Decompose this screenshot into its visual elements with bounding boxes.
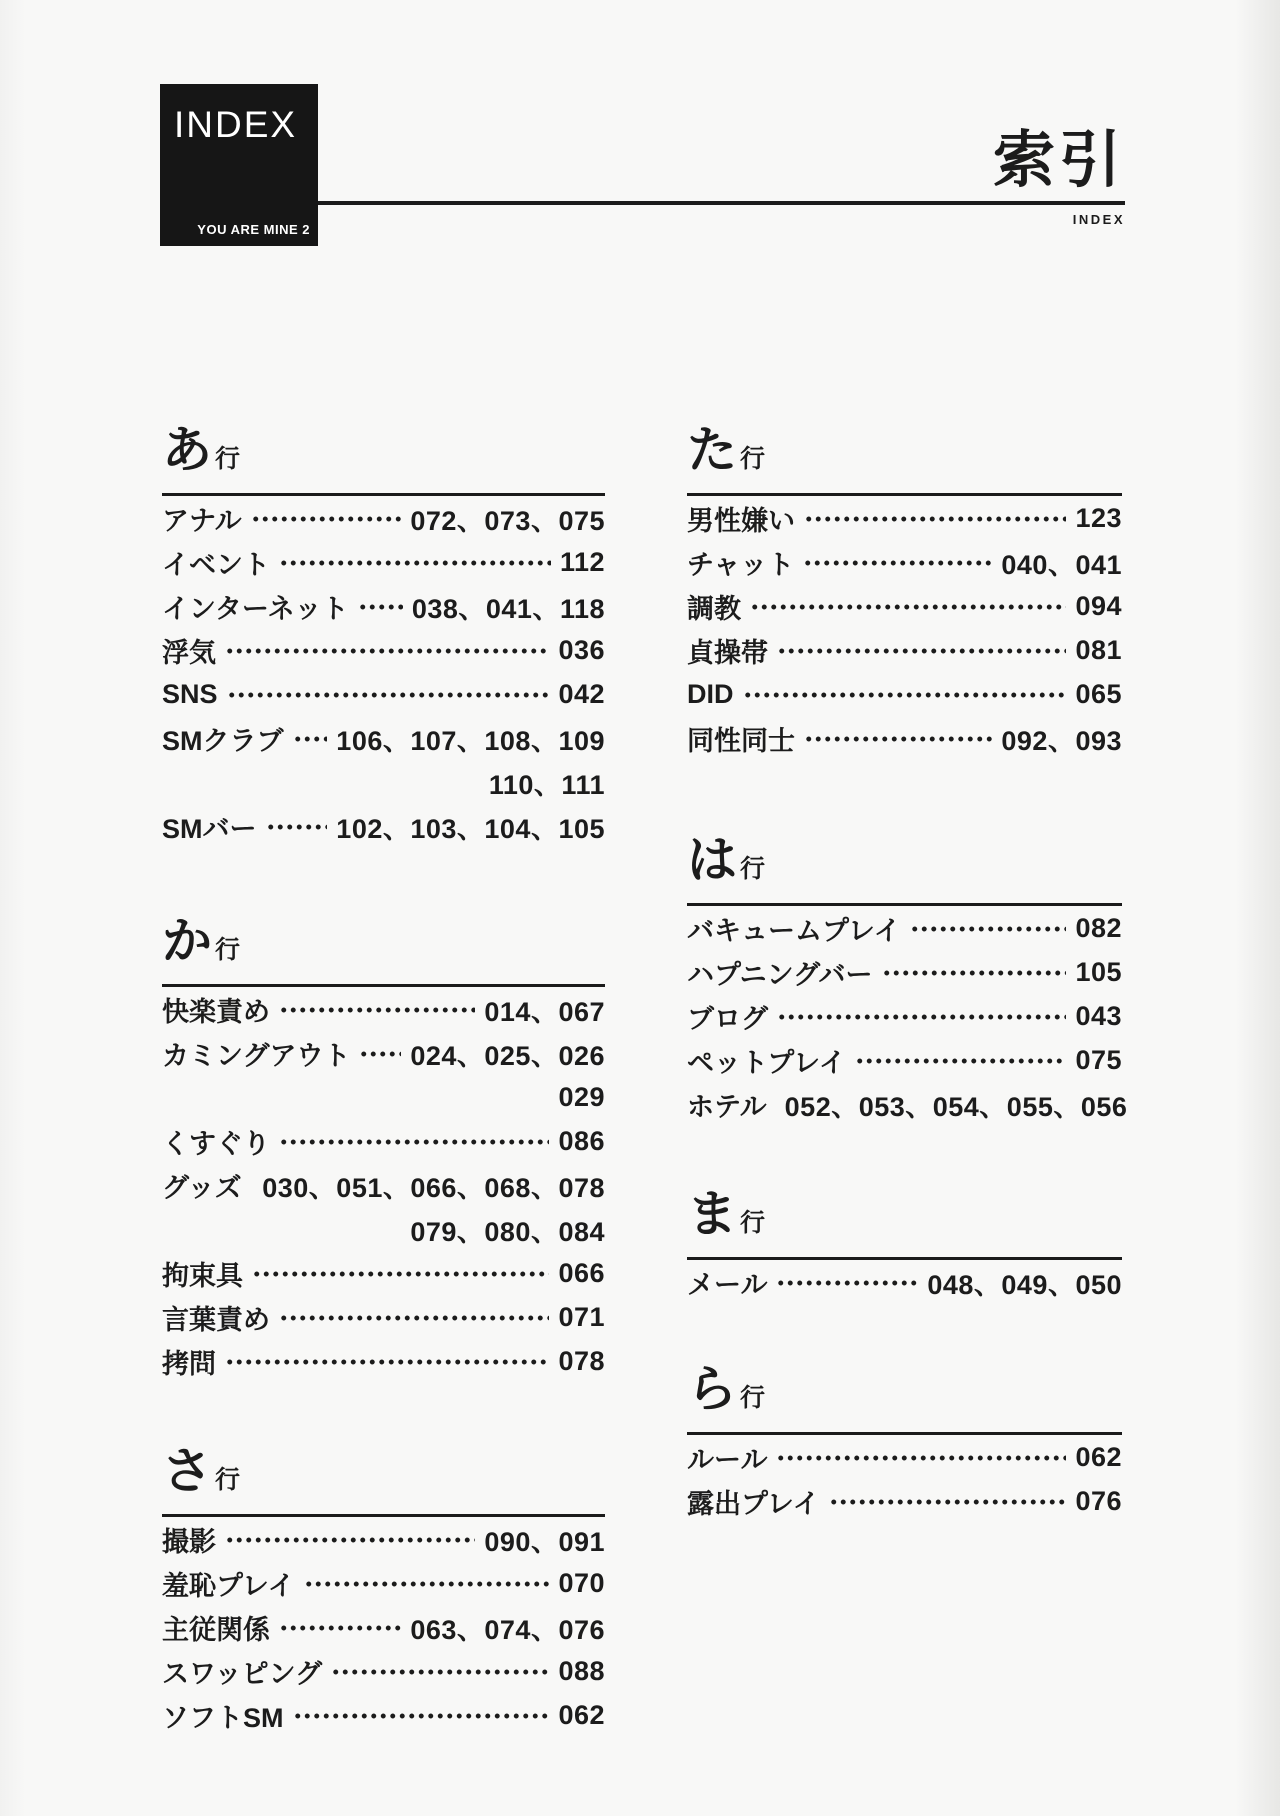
entry-pages-continuation: 110、111 <box>488 769 605 800</box>
entry-pages: 024、025、026 <box>410 1040 605 1071</box>
index-section <box>162 422 605 848</box>
index-entry-continuation <box>162 760 605 804</box>
dot-leader <box>266 822 328 832</box>
section-kana: ら <box>687 1361 737 1417</box>
entry-pages: 042 <box>558 678 605 709</box>
entry-term: グッズ <box>162 1172 242 1203</box>
index-entry <box>162 540 605 584</box>
index-entry <box>162 1693 605 1737</box>
page-title-caption: INDEX <box>1072 212 1125 227</box>
section-header <box>162 913 605 987</box>
index-section <box>687 1361 1122 1523</box>
section-kana-suffix: 行 <box>215 1466 241 1494</box>
entry-term: バキュームプレイ <box>687 915 901 946</box>
index-entry <box>162 1605 605 1649</box>
section-kana-suffix: 行 <box>215 936 241 964</box>
entry-term: 拘束具 <box>162 1260 243 1291</box>
section-kana-suffix: 行 <box>740 1209 766 1237</box>
section-header <box>687 1361 1122 1435</box>
index-entry <box>687 672 1122 716</box>
dot-leader <box>225 1535 475 1545</box>
section-header <box>162 1443 605 1517</box>
dot-leader <box>829 1497 1067 1507</box>
entry-pages: 048、049、050 <box>927 1269 1122 1300</box>
entry-term: ルール <box>687 1444 768 1475</box>
section-kana: さ <box>162 1443 212 1499</box>
entry-pages: 092、093 <box>1001 725 1122 756</box>
index-entry <box>162 1119 605 1163</box>
entry-pages: 063、074、076 <box>410 1614 605 1645</box>
dot-leader <box>743 690 1067 700</box>
dot-leader <box>279 1313 549 1323</box>
dot-leader <box>279 1005 475 1015</box>
index-entry <box>162 1561 605 1605</box>
entry-pages: 076 <box>1075 1485 1122 1516</box>
entry-term: 男性嫌い <box>687 505 795 536</box>
index-column-right <box>687 422 1128 1523</box>
entry-pages: 112 <box>559 546 605 577</box>
index-entry <box>162 1163 605 1207</box>
entry-term: 言葉責め <box>162 1304 270 1335</box>
entry-term: 拷問 <box>162 1348 216 1379</box>
dot-leader <box>776 1453 1066 1463</box>
entry-pages: 070 <box>558 1567 605 1598</box>
index-entry <box>687 950 1122 994</box>
entry-term: アナル <box>162 505 242 536</box>
entry-pages: 094 <box>1075 590 1122 621</box>
section-kana: あ <box>162 422 212 478</box>
entry-pages: 062 <box>1075 1441 1122 1472</box>
section-kana: た <box>687 422 737 478</box>
index-entry <box>687 540 1122 584</box>
index-entry <box>687 906 1122 950</box>
entry-pages: 078 <box>558 1345 605 1376</box>
dot-leader <box>251 1181 254 1191</box>
section-kana-suffix: 行 <box>740 1384 766 1412</box>
entry-pages: 040、041 <box>1001 549 1122 580</box>
dot-leader <box>304 1579 550 1589</box>
section-kana: ま <box>687 1186 737 1242</box>
entry-term: カミングアウト <box>162 1040 351 1071</box>
index-entry <box>162 987 605 1031</box>
entry-term: インターネット <box>162 593 349 624</box>
entry-pages: 066 <box>558 1257 605 1288</box>
entry-term: ハプニングバー <box>687 959 873 990</box>
index-entry <box>687 584 1122 628</box>
entry-pages-continuation: 029 <box>558 1081 605 1112</box>
dot-leader <box>750 602 1066 612</box>
entry-term: 調教 <box>687 593 741 624</box>
entry-pages: 062 <box>558 1699 605 1730</box>
dot-leader <box>803 558 992 568</box>
entry-term: ブログ <box>687 1003 768 1034</box>
dot-leader <box>331 1667 549 1677</box>
section-kana-suffix: 行 <box>740 855 766 883</box>
index-section <box>162 1443 605 1737</box>
entry-pages-continuation: 079、080、084 <box>410 1216 605 1247</box>
entry-pages: 106、107、108、109 <box>336 725 605 756</box>
page-title: 索引 <box>992 126 1125 195</box>
dot-leader <box>279 1137 549 1147</box>
entry-term: チャット <box>687 549 795 580</box>
index-entry <box>687 496 1122 540</box>
entry-pages: 038、041、118 <box>411 593 605 624</box>
index-entry <box>687 1479 1122 1523</box>
section-kana: か <box>162 913 212 969</box>
index-entry <box>162 1649 605 1693</box>
section-header <box>687 832 1122 906</box>
section-kana-suffix: 行 <box>740 445 766 473</box>
dot-leader <box>359 1049 401 1059</box>
index-entry <box>162 628 605 672</box>
entry-term: イベント <box>162 549 270 580</box>
index-entry <box>162 716 605 760</box>
index-entry <box>687 1435 1122 1479</box>
index-section <box>687 832 1128 1126</box>
entry-term: メール <box>687 1269 768 1300</box>
entry-term: 羞恥プレイ <box>162 1570 295 1601</box>
entry-term: 快楽責め <box>162 996 270 1027</box>
entry-pages: 072、073、075 <box>410 505 605 536</box>
entry-pages: 081 <box>1075 634 1122 665</box>
index-entry <box>162 672 605 716</box>
dot-leader <box>225 646 549 656</box>
index-entry <box>162 584 605 628</box>
entry-pages: 105 <box>1075 956 1122 987</box>
entry-term: SMクラブ <box>162 725 284 756</box>
header-rule <box>318 201 1125 205</box>
entry-term: ソフトSM <box>162 1702 284 1733</box>
entry-pages: 030、051、066、068、078 <box>262 1172 605 1203</box>
dot-leader <box>777 1012 1066 1022</box>
entry-pages: 102、103、104、105 <box>336 813 605 844</box>
entry-term: 浮気 <box>162 637 216 668</box>
dot-leader <box>279 558 551 568</box>
dot-leader <box>227 690 550 700</box>
index-entry <box>687 628 1122 672</box>
entry-pages: 043 <box>1075 1000 1122 1031</box>
dot-leader <box>293 1711 550 1721</box>
dot-leader <box>910 924 1067 934</box>
section-header <box>687 422 1122 496</box>
index-entry <box>687 1082 1128 1126</box>
entry-term: 同性同士 <box>687 725 795 756</box>
dot-leader <box>855 1056 1067 1066</box>
index-entry <box>162 804 605 848</box>
dot-leader <box>358 602 403 612</box>
dot-leader <box>882 968 1067 978</box>
entry-term: 主従関係 <box>162 1614 270 1645</box>
section-header <box>687 1186 1122 1260</box>
entry-pages: 036 <box>558 634 605 665</box>
index-section <box>162 913 605 1383</box>
index-entry <box>162 1251 605 1295</box>
entry-term: ペットプレイ <box>687 1047 846 1078</box>
entry-pages: 088 <box>558 1655 605 1686</box>
entry-pages: 075 <box>1075 1044 1122 1075</box>
entry-term: スワッピング <box>162 1658 323 1689</box>
dot-leader <box>804 514 1066 524</box>
entry-term: SNS <box>162 678 218 709</box>
entry-pages: 065 <box>1075 678 1122 709</box>
entry-pages: 014、067 <box>484 996 605 1027</box>
entry-term: DID <box>687 678 734 709</box>
corner-box-title: INDEX <box>174 104 298 145</box>
index-entry <box>687 994 1122 1038</box>
entry-pages: 071 <box>558 1301 605 1332</box>
dot-leader <box>251 514 402 524</box>
dot-leader <box>225 1357 549 1367</box>
corner-box-subtitle: YOU ARE MINE 2 <box>197 222 310 237</box>
dot-leader <box>252 1269 549 1279</box>
index-entry <box>687 1038 1122 1082</box>
index-entry <box>687 1260 1122 1304</box>
entry-pages: 052、053、054、055、056 <box>784 1091 1128 1122</box>
section-kana: は <box>687 832 737 888</box>
section-header <box>162 422 605 496</box>
index-entry <box>162 1339 605 1383</box>
index-section <box>687 422 1122 760</box>
dot-leader <box>804 734 992 744</box>
dot-leader <box>777 646 1066 656</box>
entry-term: SMバー <box>162 813 257 844</box>
index-entry <box>162 496 605 540</box>
entry-term: 撮影 <box>162 1526 216 1557</box>
index-entry-continuation <box>162 1207 605 1251</box>
index-entry <box>162 1517 605 1561</box>
index-entry <box>162 1295 605 1339</box>
entry-pages: 090、091 <box>484 1526 605 1557</box>
entry-pages: 082 <box>1075 912 1122 943</box>
section-kana-suffix: 行 <box>215 445 241 473</box>
dot-leader <box>279 1623 401 1633</box>
entry-term: ホテル <box>687 1091 767 1122</box>
index-entry <box>162 1031 605 1075</box>
index-column-left <box>162 422 605 1737</box>
dot-leader <box>293 734 328 744</box>
dot-leader <box>776 1278 918 1288</box>
index-corner-box <box>160 84 318 246</box>
entry-term: 貞操帯 <box>687 637 768 668</box>
entry-pages: 123 <box>1075 502 1122 533</box>
entry-term: 露出プレイ <box>687 1488 820 1519</box>
index-section <box>687 1186 1122 1304</box>
index-entry-continuation <box>162 1075 605 1119</box>
entry-term: くすぐり <box>162 1128 270 1159</box>
entry-pages: 086 <box>558 1125 605 1156</box>
index-entry <box>687 716 1122 760</box>
